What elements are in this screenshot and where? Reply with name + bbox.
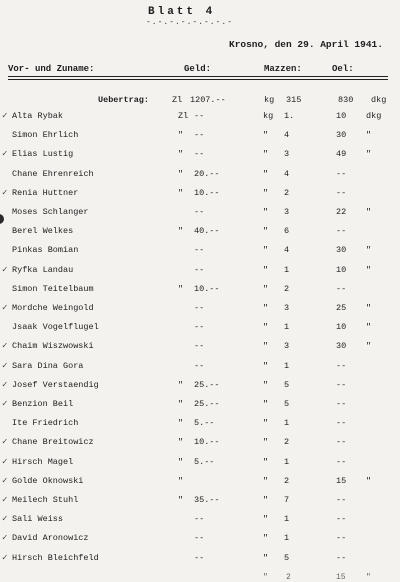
person-name: Hirsch Bleichfeld — [12, 552, 99, 563]
mazzen-amount: 6 — [284, 226, 290, 237]
mazzen-ditto: " — [263, 245, 269, 256]
partial-row-mazzen: 2 — [286, 573, 291, 582]
oel-amount: -- — [336, 495, 347, 505]
header-rule-bottom — [8, 79, 388, 80]
oel-amount: -- — [336, 379, 347, 390]
table-row — [0, 492, 400, 508]
mazzen-ditto: " — [263, 341, 269, 352]
geld-amount: -- — [194, 245, 205, 256]
column-header-name: Vor- und Zuname: — [8, 64, 95, 74]
table-row — [0, 127, 400, 143]
mazzen-ditto: " — [263, 475, 269, 486]
mazzen-amount: 3 — [284, 341, 290, 352]
place-date: Krosno, den 29. April 1941. — [229, 39, 383, 50]
tick-mark: ✓ — [2, 264, 8, 275]
geld-amount: -- — [194, 303, 205, 313]
mazzen-ditto: " — [263, 379, 269, 390]
carryover-mazzen-unit: kg — [264, 95, 275, 105]
geld-amount: -- — [194, 130, 205, 141]
oel-amount: 25 — [336, 303, 347, 313]
person-name: Hirsch Magel — [12, 456, 74, 467]
geld-ditto: " — [178, 149, 184, 160]
mazzen-amount: 2 — [284, 437, 290, 448]
oel-amount: 15 — [336, 475, 347, 486]
person-name: Chaim Wiszwowski — [12, 341, 94, 352]
mazzen-ditto: " — [263, 264, 269, 275]
partial-row-oel: 15 — [336, 573, 346, 582]
carryover-label: Uebertrag: — [98, 95, 150, 105]
oel-amount: 22 — [336, 207, 347, 217]
mazzen-ditto: " — [263, 437, 269, 448]
carryover-oel-unit: dkg — [371, 95, 387, 105]
mazzen-ditto: " — [263, 283, 269, 294]
mazzen-amount: 1 — [284, 322, 290, 333]
geld-ditto: " — [178, 168, 184, 179]
geld-amount: 25.-- — [194, 399, 220, 409]
mazzen-ditto: " — [263, 322, 269, 333]
mazzen-amount: 1. — [284, 111, 295, 121]
table-row — [0, 281, 400, 297]
person-name: Berel Welkes — [12, 226, 74, 237]
table-row — [0, 242, 400, 258]
partial-row-mazzen-ditto: " — [263, 573, 268, 582]
mazzen-amount: 5 — [284, 552, 290, 563]
oel-amount: -- — [336, 514, 347, 525]
person-name: Golde Oknowski — [12, 475, 84, 486]
table-row — [0, 223, 400, 239]
table-row — [0, 415, 400, 431]
mazzen-amount: 3 — [284, 149, 290, 160]
geld-ditto: " — [178, 226, 184, 237]
oel-ditto: " — [366, 322, 372, 333]
table-row — [0, 396, 400, 412]
mazzen-ditto: " — [263, 187, 269, 198]
geld-ditto: " — [178, 130, 184, 141]
oel-ditto: " — [366, 341, 372, 352]
title-underline: -.-.-.-.-.-.-.- — [146, 18, 234, 27]
person-name: Moses Schlanger — [12, 207, 89, 217]
mazzen-ditto: " — [263, 514, 269, 525]
mazzen-amount: 1 — [284, 533, 290, 544]
mazzen-ditto: " — [263, 149, 269, 160]
oel-amount: 49 — [336, 149, 347, 160]
person-name: Sali Weiss — [12, 514, 64, 525]
table-row — [0, 454, 400, 470]
oel-amount: 30 — [336, 341, 347, 352]
table-row — [0, 434, 400, 450]
person-name: Renia Huttner — [12, 187, 79, 198]
tick-mark: ✓ — [2, 552, 8, 563]
tick-mark: ✓ — [2, 187, 8, 198]
oel-amount: -- — [336, 226, 347, 237]
person-name: Ryfka Landau — [12, 264, 74, 275]
oel-ditto: " — [366, 475, 372, 486]
table-row — [0, 204, 400, 220]
person-name: Alta Rybak — [12, 111, 64, 121]
mazzen-ditto: " — [263, 303, 269, 313]
geld-amount: 25.-- — [194, 379, 220, 390]
person-name: Ite Friedrich — [12, 418, 79, 429]
column-header-mazzen: Mazzen: — [264, 64, 302, 74]
oel-amount: -- — [336, 533, 347, 544]
oel-ditto: " — [366, 303, 372, 313]
table-row — [0, 338, 400, 354]
table-row — [0, 377, 400, 393]
tick-mark: ✓ — [2, 360, 8, 371]
person-name: Meilech Stuhl — [12, 495, 79, 505]
tick-mark: ✓ — [2, 399, 8, 409]
person-name: Elias Lustig — [12, 149, 74, 160]
table-row — [0, 473, 400, 489]
oel-amount: -- — [336, 418, 347, 429]
person-name: Simon Teitelbaum — [12, 283, 94, 294]
carryover-oel: 830 — [338, 95, 354, 105]
mazzen-ditto: " — [263, 495, 269, 505]
geld-amount: -- — [194, 533, 205, 544]
carryover-mazzen: 315 — [286, 95, 302, 105]
mazzen-amount: 1 — [284, 360, 290, 371]
person-name: Mordche Weingold — [12, 303, 94, 313]
table-row — [0, 185, 400, 201]
table-row — [0, 166, 400, 182]
header-rule-top — [8, 76, 388, 77]
geld-amount: -- — [194, 322, 205, 333]
geld-amount: 40.-- — [194, 226, 220, 237]
geld-amount: 10.-- — [194, 437, 220, 448]
tick-mark: ✓ — [2, 456, 8, 467]
mazzen-ditto: " — [263, 552, 269, 563]
mazzen-amount: 1 — [284, 514, 290, 525]
mazzen-amount: 4 — [284, 130, 290, 141]
oel-ditto: " — [366, 130, 372, 141]
oel-amount: 10 — [336, 111, 347, 121]
oel-ditto: " — [366, 207, 372, 217]
tick-mark: ✓ — [2, 514, 8, 525]
oel-amount: -- — [336, 168, 347, 179]
oel-amount: -- — [336, 437, 347, 448]
column-header-geld: Geld: — [184, 64, 212, 74]
mazzen-amount: 7 — [284, 495, 290, 505]
geld-ditto: " — [178, 399, 184, 409]
mazzen-amount: 3 — [284, 303, 290, 313]
oel-amount: -- — [336, 283, 347, 294]
geld-ditto: " — [178, 187, 184, 198]
mazzen-ditto: " — [263, 456, 269, 467]
table-row — [0, 300, 400, 316]
mazzen-amount: 1 — [284, 264, 290, 275]
geld-amount: -- — [194, 360, 205, 371]
geld-ditto: " — [178, 418, 184, 429]
geld-amount: 10.-- — [194, 283, 220, 294]
tick-mark: ✓ — [2, 379, 8, 390]
geld-ditto: Zl — [178, 111, 189, 121]
person-name: Jsaak Vogelflugel — [12, 322, 99, 333]
tick-mark: ✓ — [2, 149, 8, 160]
oel-ditto: dkg — [366, 111, 382, 121]
table-row — [0, 511, 400, 527]
carryover-geld: 1207.-- — [190, 95, 226, 105]
person-name: Chane Breitowicz — [12, 437, 94, 448]
mazzen-ditto: " — [263, 168, 269, 179]
tick-mark: ✓ — [2, 475, 8, 486]
geld-amount: -- — [194, 552, 205, 563]
geld-amount: 5.-- — [194, 418, 215, 429]
geld-amount: -- — [194, 341, 205, 352]
table-row — [0, 108, 400, 124]
table-row — [0, 319, 400, 335]
oel-amount: -- — [336, 552, 347, 563]
mazzen-ditto: " — [263, 533, 269, 544]
geld-amount: 10.-- — [194, 187, 220, 198]
person-name: Benzion Beil — [12, 399, 74, 409]
oel-amount: -- — [336, 187, 347, 198]
geld-ditto: " — [178, 475, 184, 486]
mazzen-amount: 2 — [284, 283, 290, 294]
tick-mark: ✓ — [2, 111, 8, 121]
table-row — [0, 550, 400, 566]
oel-amount: -- — [336, 399, 347, 409]
mazzen-ditto: " — [263, 226, 269, 237]
person-name: Josef Verstaendig — [12, 379, 99, 390]
geld-ditto: " — [178, 495, 184, 505]
partial-row-oel-ditto: " — [366, 573, 371, 582]
mazzen-ditto: " — [263, 207, 269, 217]
oel-amount: 30 — [336, 130, 347, 141]
geld-amount: -- — [194, 514, 205, 525]
geld-amount: 35.-- — [194, 495, 220, 505]
oel-amount: 30 — [336, 245, 347, 256]
sheet-title: Blatt 4 — [148, 6, 216, 18]
table-row — [0, 146, 400, 162]
oel-ditto: " — [366, 245, 372, 256]
oel-amount: 10 — [336, 264, 347, 275]
person-name: Pinkas Bomian — [12, 245, 79, 256]
tick-mark: ✓ — [2, 341, 8, 352]
tick-mark: ✓ — [2, 303, 8, 313]
geld-amount: 20.-- — [194, 168, 220, 179]
table-row — [0, 358, 400, 374]
mazzen-amount: 4 — [284, 245, 290, 256]
geld-ditto: " — [178, 437, 184, 448]
mazzen-amount: 5 — [284, 379, 290, 390]
person-name: Sara Dina Gora — [12, 360, 84, 371]
mazzen-amount: 2 — [284, 475, 290, 486]
mazzen-amount: 5 — [284, 399, 290, 409]
table-row — [0, 262, 400, 278]
tick-mark: ✓ — [2, 495, 8, 505]
mazzen-ditto: " — [263, 418, 269, 429]
person-name: David Aronowicz — [12, 533, 89, 544]
oel-ditto: " — [366, 149, 372, 160]
tick-mark: ✓ — [2, 533, 8, 544]
mazzen-amount: 2 — [284, 187, 290, 198]
geld-amount: -- — [194, 264, 205, 275]
carryover-geld-currency: Zl — [172, 95, 183, 105]
mazzen-amount: 4 — [284, 168, 290, 179]
mazzen-ditto: " — [263, 130, 269, 141]
oel-ditto: " — [366, 264, 372, 275]
mazzen-ditto: kg — [263, 111, 274, 121]
column-header-oel: Oel: — [332, 64, 354, 74]
oel-amount: -- — [336, 456, 347, 467]
geld-amount: -- — [194, 111, 205, 121]
mazzen-amount: 1 — [284, 456, 290, 467]
mazzen-ditto: " — [263, 360, 269, 371]
tick-mark: ✓ — [2, 437, 8, 448]
geld-ditto: " — [178, 379, 184, 390]
mazzen-amount: 1 — [284, 418, 290, 429]
carryover-row — [0, 92, 400, 108]
geld-amount: 5.-- — [194, 456, 215, 467]
person-name: Simon Ehrlich — [12, 130, 79, 141]
geld-ditto: " — [178, 283, 184, 294]
geld-amount: -- — [194, 149, 205, 160]
geld-amount: -- — [194, 207, 205, 217]
person-name: Chane Ehrenreich — [12, 168, 94, 179]
oel-amount: 10 — [336, 322, 347, 333]
geld-ditto: " — [178, 456, 184, 467]
table-row — [0, 530, 400, 546]
mazzen-amount: 3 — [284, 207, 290, 217]
mazzen-ditto: " — [263, 399, 269, 409]
oel-amount: -- — [336, 360, 347, 371]
